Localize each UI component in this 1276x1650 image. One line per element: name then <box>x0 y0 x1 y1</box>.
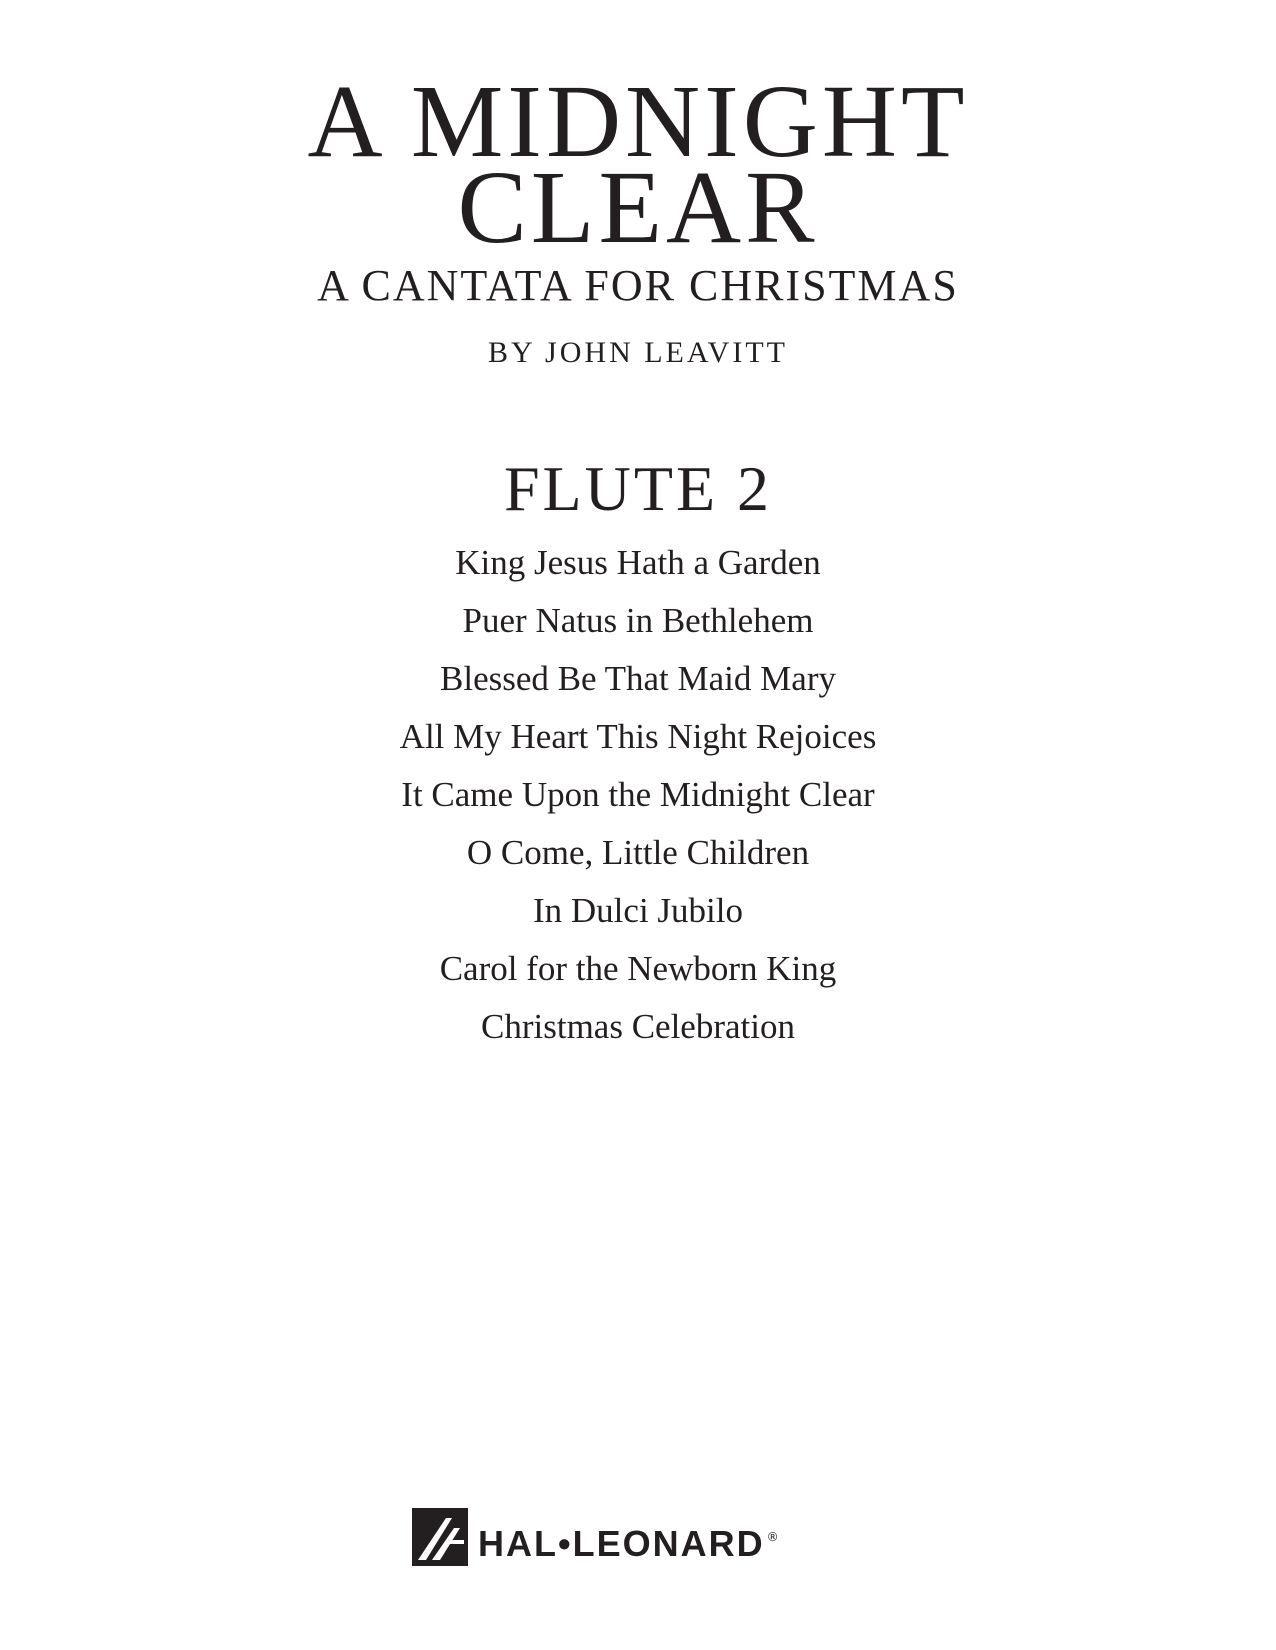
title-line-2: CLEAR <box>457 150 819 265</box>
contents-item: O Come, Little Children <box>466 833 810 872</box>
hal-leonard-logo-icon <box>412 1508 468 1566</box>
publisher-logo <box>412 1505 779 1569</box>
publisher-name: HAL•LEONARD <box>478 1523 765 1564</box>
composer-byline: BY JOHN LEAVITT <box>488 336 788 369</box>
contents-item: King Jesus Hath a Garden <box>455 543 821 582</box>
contents-item: In Dulci Jubilo <box>533 891 743 930</box>
contents-item: Christmas Celebration <box>481 1007 795 1046</box>
contents-item: All My Heart This Night Rejoices <box>399 717 877 756</box>
contents-item: Carol for the Newborn King <box>439 949 837 988</box>
contents-list <box>0 534 1276 1056</box>
subtitle: A CANTATA FOR CHRISTMAS <box>317 261 959 310</box>
contents-item: It Came Upon the Midnight Clear <box>401 775 875 814</box>
title-line-1: A MIDNIGHT <box>307 64 969 179</box>
instrument-part-title: FLUTE 2 <box>503 453 773 524</box>
registered-mark: ® <box>766 1530 779 1544</box>
contents-item: Puer Natus in Bethlehem <box>462 601 814 640</box>
contents-item: Blessed Be That Maid Mary <box>440 659 836 698</box>
